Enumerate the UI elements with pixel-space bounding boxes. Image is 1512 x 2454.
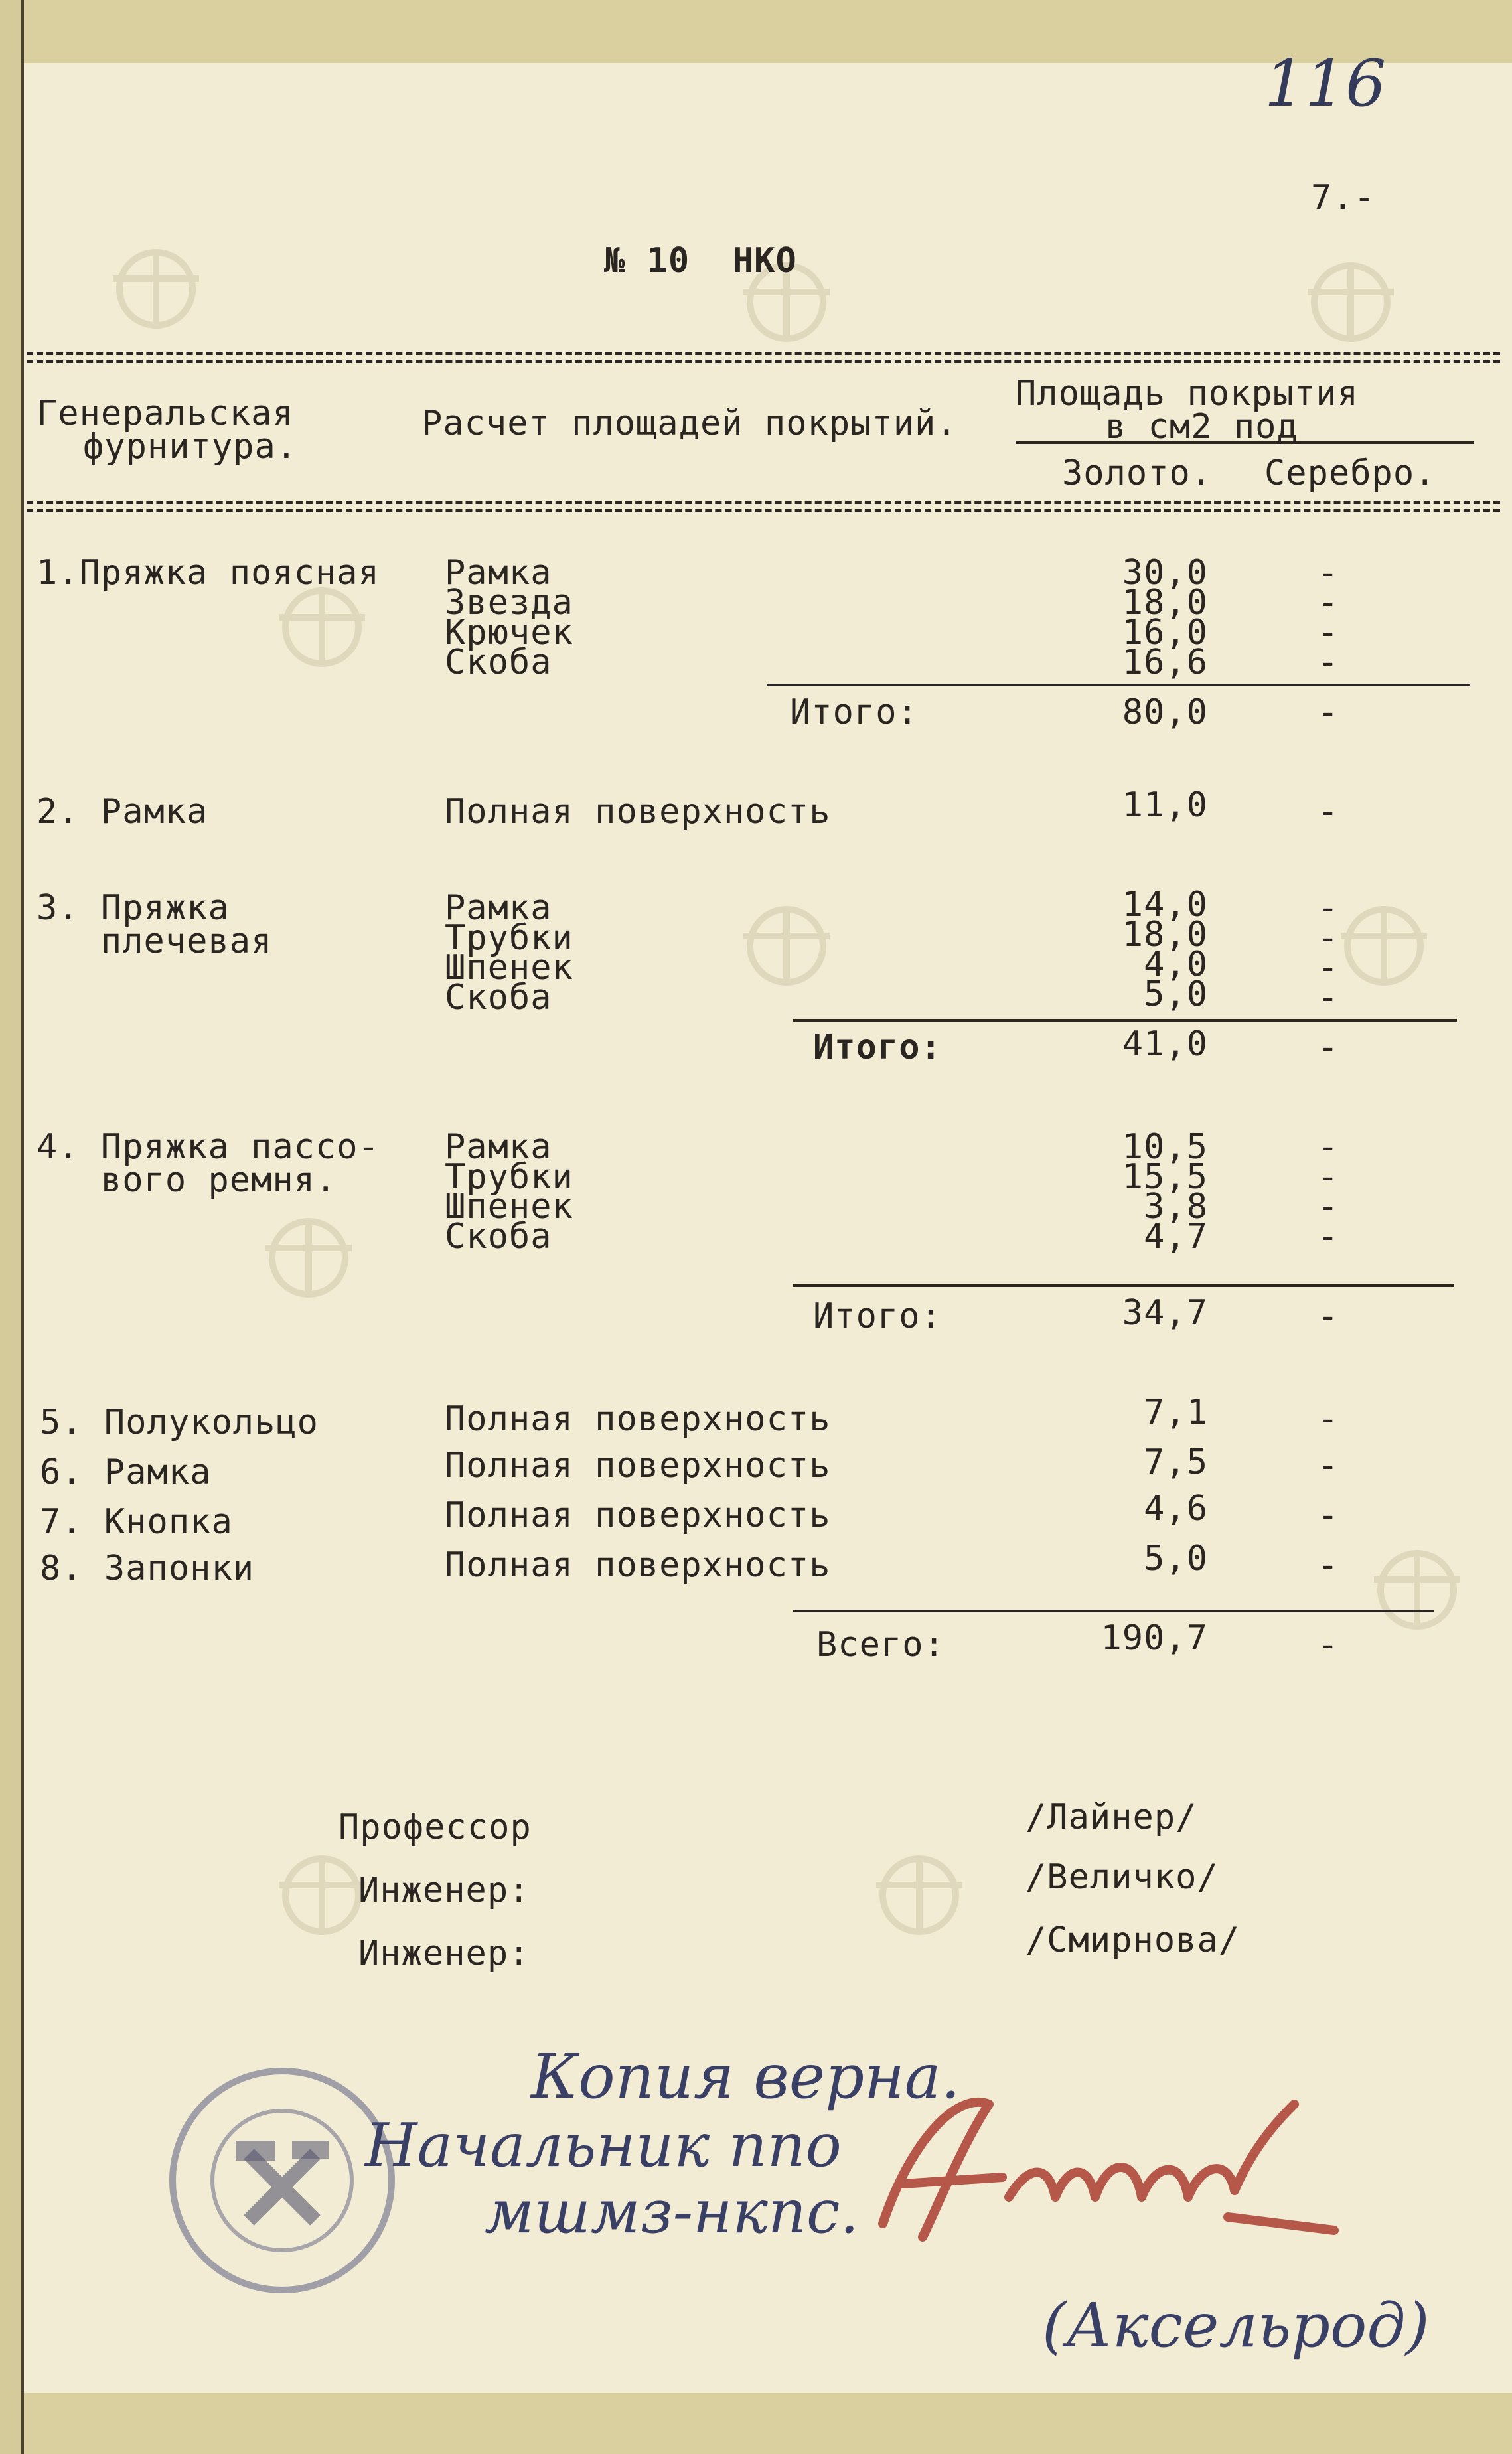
part-name: Рамка [445, 1127, 552, 1167]
silver-value: - [1318, 888, 1339, 928]
silver-value: - [1318, 792, 1339, 832]
silver-value: - [1318, 553, 1339, 593]
subtotal-silver: - [1318, 1296, 1339, 1336]
archive-watermark-icon [100, 239, 212, 339]
silver-value: - [1318, 1545, 1339, 1585]
gold-value: 30,0 [1122, 553, 1208, 593]
header-area-unit: в см2 под [1105, 407, 1298, 447]
gold-value: 16,0 [1122, 613, 1208, 652]
header-bottom-rule [27, 501, 1500, 504]
silver-value: - [1318, 643, 1339, 682]
gold-value: 4,7 [1144, 1217, 1208, 1257]
item-name: 8. Запонки [40, 1549, 255, 1588]
silver-value: - [1318, 1217, 1339, 1257]
part-name: Полная поверхность [445, 1495, 831, 1535]
part-name: Полная поверхность [445, 1545, 831, 1585]
part-name: Шпенек [445, 1187, 573, 1227]
part-name: Трубки [445, 918, 573, 958]
gold-value: 7,5 [1144, 1442, 1208, 1482]
handwritten-organization: мшмз-нкпс. [485, 2177, 859, 2247]
scan-bottom-band [0, 2393, 1512, 2454]
subtotal-label: Итого: [813, 1296, 942, 1336]
silver-value: - [1318, 613, 1339, 652]
gold-value: 5,0 [1144, 1539, 1208, 1578]
subtotal-rule [767, 684, 1470, 686]
binding-edge [0, 0, 24, 2454]
grand-total-rule [793, 1610, 1434, 1612]
item-name: вого ремня. [37, 1160, 337, 1200]
signatory-name: /Величко/ [1025, 1857, 1219, 1897]
silver-value: - [1318, 1127, 1339, 1167]
silver-value: - [1318, 1399, 1339, 1439]
signatory-role: Инженер: [358, 1871, 530, 1910]
part-name: Скоба [445, 1217, 552, 1257]
item-name: 2. Рамка [37, 792, 208, 832]
signatory-name: /Смирнова/ [1025, 1920, 1241, 1960]
subtotal-gold: 34,7 [1122, 1293, 1208, 1333]
silver-value: - [1318, 1157, 1339, 1197]
header-furniture: фурнитура. [83, 427, 298, 467]
part-name: Шпенек [445, 948, 573, 988]
header-silver: Серебро. [1264, 453, 1436, 493]
part-name: Полная поверхность [445, 1446, 831, 1486]
part-name: Полная поверхность [445, 1399, 831, 1439]
part-name: Крючек [445, 613, 573, 652]
gold-value: 7,1 [1144, 1393, 1208, 1432]
item-name: 7. Кнопка [40, 1502, 233, 1542]
gold-value: 11,0 [1122, 785, 1208, 825]
gold-value: 14,0 [1122, 885, 1208, 925]
document-title: № 10 НКО [604, 241, 797, 281]
subtotal-gold: 41,0 [1122, 1024, 1208, 1064]
part-name: Скоба [445, 643, 552, 682]
item-name: плечевая [37, 921, 273, 961]
gold-value: 16,6 [1122, 643, 1208, 682]
header-top-rule [27, 360, 1500, 363]
gold-value: 18,0 [1122, 583, 1208, 623]
subtotal-label: Итого: [790, 692, 919, 732]
header-top-rule [27, 352, 1500, 355]
part-name: Трубки [445, 1157, 573, 1197]
subtotal-silver: - [1318, 692, 1339, 732]
gold-value: 10,5 [1122, 1127, 1208, 1167]
archive-watermark-icon [1294, 252, 1407, 352]
grand-total-silver: - [1318, 1625, 1339, 1665]
handwritten-copy-certified: Копия верна. [531, 2041, 960, 2112]
signatory-name: /Лайнер/ [1025, 1798, 1197, 1837]
grand-total-label: Всего: [816, 1625, 945, 1665]
handwritten-position: Начальник ппо [365, 2111, 842, 2181]
archive-watermark-icon [863, 1845, 976, 1945]
subtotal-rule [793, 1019, 1457, 1022]
archive-watermark-icon [1327, 896, 1440, 996]
header-furniture: Генеральская [37, 394, 294, 433]
item-name: 5. Полукольцо [40, 1403, 319, 1442]
part-name: Полная поверхность [445, 792, 831, 832]
silver-value: - [1318, 1495, 1339, 1535]
part-name: Звезда [445, 583, 573, 623]
part-name: Рамка [445, 888, 552, 928]
handwritten-signer-name: (Аксельрод) [1042, 2290, 1430, 2361]
item-name: 4. Пряжка пассо- [37, 1127, 380, 1167]
gold-value: 4,6 [1144, 1489, 1208, 1529]
item-name: 6. Рамка [40, 1452, 212, 1492]
header-area: Площадь покрытия [1016, 374, 1359, 414]
archive-watermark-icon [1361, 1540, 1474, 1640]
archive-watermark-icon [252, 1208, 365, 1308]
silver-value: - [1318, 1446, 1339, 1486]
signatory-role: Инженер: [358, 1934, 530, 1973]
handwritten-page-number: 116 [1264, 46, 1387, 121]
subtotal-gold: 80,0 [1122, 692, 1208, 732]
silver-value: - [1318, 948, 1339, 988]
silver-value: - [1318, 1187, 1339, 1227]
header-gold: Золото. [1062, 453, 1213, 493]
header-area-underline [1016, 441, 1474, 444]
gold-value: 15,5 [1122, 1157, 1208, 1197]
grand-total-gold: 190,7 [1100, 1618, 1208, 1658]
header-bottom-rule [27, 509, 1500, 512]
gold-value: 4,0 [1144, 945, 1208, 984]
silver-value: - [1318, 583, 1339, 623]
gold-value: 18,0 [1122, 915, 1208, 955]
signature-mark [856, 2064, 1347, 2270]
item-name: 1.Пряжка поясная [37, 553, 380, 593]
gold-value: 3,8 [1144, 1187, 1208, 1227]
header-calculation: Расчет площадей покрытий. [421, 404, 958, 443]
round-stamp-seal [163, 2061, 402, 2300]
part-name: Рамка [445, 553, 552, 593]
item-name: 3. Пряжка [37, 888, 230, 928]
subtotal-silver: - [1318, 1028, 1339, 1067]
typed-page-number: 7.- [1311, 178, 1375, 218]
silver-value: - [1318, 918, 1339, 958]
gold-value: 5,0 [1144, 974, 1208, 1014]
silver-value: - [1318, 978, 1339, 1018]
archive-watermark-icon [730, 896, 843, 996]
subtotal-rule [793, 1284, 1454, 1287]
subtotal-label: Итого: [813, 1028, 942, 1067]
signatory-role: Профессор [339, 1807, 532, 1847]
part-name: Скоба [445, 978, 552, 1018]
